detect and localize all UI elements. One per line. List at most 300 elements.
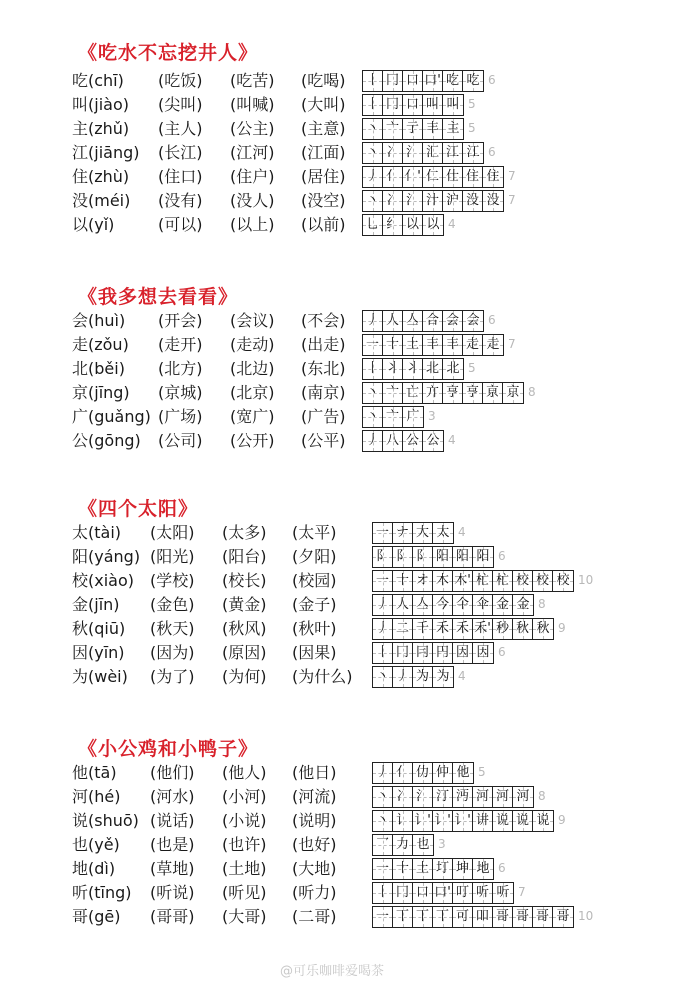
stroke-step: 丬 <box>405 361 419 376</box>
stroke-count: 4 <box>458 525 466 539</box>
stroke-cell <box>363 167 383 187</box>
stroke-cell <box>423 191 443 211</box>
stroke-step: 阝 <box>395 549 409 564</box>
character-pinyin: 因(yīn) <box>72 643 125 662</box>
word: (京城) <box>158 383 203 402</box>
stroke-cell <box>533 811 553 831</box>
stroke-count: 9 <box>558 621 566 635</box>
stroke-cell <box>373 547 393 567</box>
stroke-cell <box>513 907 533 927</box>
stroke-step: 乚 <box>365 217 379 232</box>
stroke-step: 丶 <box>365 409 379 424</box>
stroke-cell <box>433 619 453 639</box>
word: (可以) <box>158 215 203 234</box>
character-pinyin: 江(jiāng) <box>72 143 140 162</box>
word: (说话) <box>150 811 195 830</box>
word: (他人) <box>222 763 267 782</box>
word: (主意) <box>301 119 346 138</box>
stroke-step: オ <box>415 573 429 588</box>
stroke-cell <box>423 311 443 331</box>
stroke-order-grid <box>362 358 464 380</box>
stroke-cell <box>383 383 403 403</box>
stroke-step: 听 <box>475 885 489 900</box>
stroke-step: 阝 <box>375 549 389 564</box>
stroke-cell <box>453 907 473 927</box>
stroke-step: 丶 <box>365 145 379 160</box>
stroke-step: 一 <box>375 525 389 540</box>
word: (金色) <box>150 595 195 614</box>
stroke-cell <box>433 811 453 831</box>
stroke-cell <box>363 143 383 163</box>
character-pinyin: 为(wèi) <box>72 667 128 686</box>
character-pinyin: 他(tā) <box>72 763 117 782</box>
stroke-cell <box>473 571 493 591</box>
stroke-cell <box>513 595 533 615</box>
stroke-step: 讠' <box>434 813 451 828</box>
stroke-cell <box>483 167 503 187</box>
stroke-cell <box>413 523 433 543</box>
stroke-step: 讲 <box>475 813 489 828</box>
stroke-step: 一 <box>375 861 389 876</box>
stroke-cell <box>363 311 383 331</box>
stroke-step: 丨 <box>365 361 379 376</box>
stroke-cell <box>383 407 403 427</box>
character-pinyin: 哥(gē) <box>72 907 121 926</box>
stroke-order-grid <box>372 762 474 784</box>
stroke-count: 5 <box>468 361 476 375</box>
word: (二哥) <box>292 907 337 926</box>
stroke-step: 口 <box>415 885 429 900</box>
stroke-cell <box>403 215 423 235</box>
stroke-cell <box>553 571 573 591</box>
stroke-cell <box>403 335 423 355</box>
stroke-cell <box>483 191 503 211</box>
stroke-step: 丶 <box>365 193 379 208</box>
stroke-cell <box>363 407 383 427</box>
stroke-step: 冂 <box>385 73 399 88</box>
stroke-count: 3 <box>428 409 436 423</box>
word: (没空) <box>301 191 346 210</box>
stroke-cell <box>443 71 463 91</box>
stroke-step: 主 <box>446 121 460 136</box>
stroke-step: 为 <box>436 669 450 684</box>
stroke-step: 大 <box>415 525 429 540</box>
word: (长江) <box>158 143 203 162</box>
stroke-cell <box>463 167 483 187</box>
stroke-step: 合 <box>425 313 439 328</box>
word: (住户) <box>230 167 275 186</box>
stroke-step: 住 <box>486 169 500 184</box>
stroke-cell <box>513 787 533 807</box>
stroke-order-grid <box>362 406 424 428</box>
stroke-step: 八 <box>385 433 399 448</box>
lesson-title: 《四个太阳》 <box>78 498 199 520</box>
character-row <box>72 334 692 356</box>
stroke-order-grid <box>372 858 494 880</box>
stroke-step: 阳 <box>455 549 469 564</box>
stroke-cell <box>423 215 443 235</box>
stroke-step: 叫 <box>425 97 439 112</box>
stroke-step: 氵 <box>405 145 419 160</box>
character-row <box>72 522 692 544</box>
word: (主人) <box>158 119 203 138</box>
stroke-cell <box>393 595 413 615</box>
stroke-cell <box>383 167 403 187</box>
stroke-cell <box>453 547 473 567</box>
character-pinyin: 阳(yáng) <box>72 547 141 566</box>
stroke-count: 8 <box>538 597 546 611</box>
character-pinyin: 听(tīng) <box>72 883 132 902</box>
stroke-order-grid <box>362 214 444 236</box>
word: (居住) <box>301 167 346 186</box>
stroke-cell <box>433 763 453 783</box>
stroke-cell <box>373 883 393 903</box>
word: (原因) <box>222 643 267 662</box>
stroke-cell <box>473 643 493 663</box>
stroke-count: 4 <box>448 433 456 447</box>
stroke-order-grid <box>362 310 484 332</box>
stroke-cell <box>423 119 443 139</box>
stroke-cell <box>423 431 443 451</box>
stroke-step: 口' <box>424 73 441 88</box>
stroke-step: 丶 <box>375 813 389 828</box>
word: (秋天) <box>150 619 195 638</box>
stroke-cell <box>453 619 473 639</box>
stroke-cell <box>473 787 493 807</box>
word: (出走) <box>301 335 346 354</box>
character-pinyin: 广(guǎng) <box>72 407 151 426</box>
stroke-step: 秋 <box>536 621 550 636</box>
stroke-cell <box>373 907 393 927</box>
word: (吃苦) <box>230 71 275 90</box>
stroke-step: 河 <box>516 789 530 804</box>
stroke-cell <box>513 811 533 831</box>
stroke-cell <box>393 883 413 903</box>
stroke-cell <box>363 383 383 403</box>
stroke-step: 口 <box>405 73 419 88</box>
stroke-cell <box>363 95 383 115</box>
character-row <box>72 382 692 404</box>
stroke-order-grid <box>372 522 454 544</box>
stroke-cell <box>493 619 513 639</box>
stroke-cell <box>393 571 413 591</box>
word: (河流) <box>292 787 337 806</box>
stroke-step: 仕 <box>445 169 459 184</box>
stroke-step: 亨 <box>465 385 479 400</box>
stroke-count: 4 <box>448 217 456 231</box>
stroke-cell <box>443 167 463 187</box>
stroke-order-grid <box>372 834 434 856</box>
stroke-step: 听 <box>496 885 510 900</box>
stroke-cell <box>403 431 423 451</box>
stroke-cell <box>413 859 433 879</box>
word: (听见) <box>222 883 267 902</box>
word: (因为) <box>150 643 195 662</box>
character-pinyin: 主(zhǔ) <box>72 119 130 138</box>
stroke-cell <box>383 215 403 235</box>
character-row <box>72 786 692 808</box>
word: (太平) <box>292 523 337 542</box>
word: (也许) <box>222 835 267 854</box>
stroke-step: 丨 <box>375 645 389 660</box>
stroke-step: 亠 <box>385 409 399 424</box>
stroke-cell <box>453 859 473 879</box>
stroke-step: 人 <box>395 597 409 612</box>
character-row <box>72 810 692 832</box>
word: (为了) <box>150 667 195 686</box>
word: (太多) <box>222 523 267 542</box>
stroke-step: 一 <box>365 337 379 352</box>
stroke-step: 地 <box>476 861 490 876</box>
stroke-step: 江 <box>445 145 459 160</box>
character-pinyin: 校(xiào) <box>72 571 134 590</box>
stroke-cell <box>363 191 383 211</box>
stroke-order-grid <box>362 94 464 116</box>
stroke-cell <box>413 907 433 927</box>
character-pinyin: 说(shuō) <box>72 811 139 830</box>
stroke-step: 丬 <box>385 361 399 376</box>
stroke-step: 会 <box>466 313 480 328</box>
stroke-cell <box>473 859 493 879</box>
word: (他们) <box>150 763 195 782</box>
stroke-step: 仂 <box>415 765 429 780</box>
stroke-cell <box>473 595 493 615</box>
stroke-order-grid <box>372 642 494 664</box>
stroke-step: 冫 <box>385 193 399 208</box>
stroke-step: 河 <box>495 789 509 804</box>
stroke-step: 亼 <box>405 313 419 328</box>
character-row <box>72 190 692 212</box>
word: (公平) <box>301 431 346 450</box>
stroke-cell <box>433 571 453 591</box>
stroke-cell <box>493 907 513 927</box>
stroke-step: 丶 <box>375 669 389 684</box>
stroke-step: 一 <box>375 573 389 588</box>
stroke-cell <box>443 191 463 211</box>
stroke-step: 江 <box>466 145 480 160</box>
stroke-step: 杧 <box>495 573 509 588</box>
word: (小河) <box>222 787 267 806</box>
word: (校长) <box>222 571 267 590</box>
stroke-cell <box>423 71 443 91</box>
stroke-cell <box>473 547 493 567</box>
stroke-step: 阳 <box>476 549 490 564</box>
stroke-step: 伞 <box>475 597 489 612</box>
stroke-cell <box>453 595 473 615</box>
stroke-order-grid <box>372 570 574 592</box>
stroke-step: 今 <box>435 597 449 612</box>
stroke-step: 广 <box>406 409 420 424</box>
word: (说明) <box>292 811 337 830</box>
stroke-step: 仐 <box>455 597 469 612</box>
stroke-cell <box>413 763 433 783</box>
character-row <box>72 166 692 188</box>
stroke-step: 以 <box>426 217 440 232</box>
stroke-cell <box>453 763 473 783</box>
stroke-step: 禾 <box>455 621 469 636</box>
word: (江面) <box>301 143 346 162</box>
character-row <box>72 882 692 904</box>
stroke-count: 6 <box>498 861 506 875</box>
stroke-step: 一 <box>375 909 389 924</box>
character-pinyin: 叫(jiào) <box>72 95 129 114</box>
stroke-step: 丨 <box>365 73 379 88</box>
lesson-title: 《吃水不忘挖井人》 <box>78 42 259 64</box>
stroke-cell <box>553 907 573 927</box>
stroke-cell <box>533 907 553 927</box>
stroke-cell <box>473 619 493 639</box>
stroke-cell <box>373 523 393 543</box>
stroke-step: 公 <box>426 433 440 448</box>
stroke-cell <box>433 907 453 927</box>
stroke-step: 亻 <box>385 169 399 184</box>
stroke-cell <box>383 191 403 211</box>
stroke-cell <box>463 143 483 163</box>
stroke-step: ナ <box>395 525 409 540</box>
stroke-cell <box>433 667 453 687</box>
word: (也好) <box>292 835 337 854</box>
stroke-step: 亻 <box>395 765 409 780</box>
stroke-cell <box>383 431 403 451</box>
stroke-step: 因 <box>476 645 490 660</box>
stroke-order-grid <box>372 786 534 808</box>
stroke-cell <box>453 787 473 807</box>
stroke-step: 讠 <box>395 813 409 828</box>
stroke-step: 亍 <box>405 121 419 136</box>
stroke-step: 秋 <box>515 621 529 636</box>
stroke-cell <box>393 811 413 831</box>
stroke-count: 6 <box>498 549 506 563</box>
character-pinyin: 河(hé) <box>72 787 121 806</box>
stroke-step: 木 <box>435 573 449 588</box>
stroke-cell <box>393 907 413 927</box>
stroke-step: 人 <box>385 313 399 328</box>
stroke-step: 丅 <box>435 909 449 924</box>
stroke-cell <box>473 883 493 903</box>
character-pinyin: 金(jīn) <box>72 595 120 614</box>
stroke-cell <box>423 335 443 355</box>
stroke-step: 冂 <box>385 97 399 112</box>
stroke-cell <box>443 143 463 163</box>
lesson-title: 《我多想去看看》 <box>78 286 239 308</box>
stroke-cell <box>373 835 393 855</box>
stroke-cell <box>403 95 423 115</box>
stroke-cell <box>383 143 403 163</box>
stroke-step: 十 <box>395 573 409 588</box>
stroke-cell <box>433 883 453 903</box>
stroke-cell <box>423 359 443 379</box>
stroke-cell <box>443 311 463 331</box>
character-row <box>72 546 692 568</box>
stroke-cell <box>453 643 473 663</box>
stroke-step: 吃 <box>466 73 480 88</box>
character-row <box>72 70 692 92</box>
stroke-step: 沔 <box>455 789 469 804</box>
stroke-cell <box>393 523 413 543</box>
word: (吃喝) <box>301 71 346 90</box>
stroke-step: 禾' <box>474 621 491 636</box>
character-row <box>72 594 692 616</box>
stroke-step: 汁 <box>425 193 439 208</box>
stroke-cell <box>373 859 393 879</box>
character-pinyin: 京(jīng) <box>72 383 130 402</box>
word: (河水) <box>150 787 195 806</box>
word: (小说) <box>222 811 267 830</box>
stroke-step: 哥 <box>515 909 529 924</box>
stroke-step: 住 <box>465 169 479 184</box>
stroke-step: 公 <box>405 433 419 448</box>
stroke-step: 冂 <box>395 885 409 900</box>
character-pinyin: 也(yě) <box>72 835 120 854</box>
stroke-order-grid <box>362 142 484 164</box>
stroke-step: 丰 <box>445 337 459 352</box>
stroke-cell <box>413 619 433 639</box>
word: (北京) <box>230 383 275 402</box>
word: (公司) <box>158 431 203 450</box>
word: (黄金) <box>222 595 267 614</box>
stroke-step: 冫 <box>395 789 409 804</box>
stroke-cell <box>403 359 423 379</box>
word: (听说) <box>150 883 195 902</box>
stroke-order-grid <box>362 430 444 452</box>
stroke-cell <box>423 383 443 403</box>
stroke-order-grid <box>362 118 464 140</box>
stroke-step: 土 <box>415 861 429 876</box>
watermark: @可乐咖啡爱喝茶 <box>280 964 385 979</box>
stroke-cell <box>403 167 423 187</box>
character-row <box>72 906 692 928</box>
stroke-cell <box>373 811 393 831</box>
stroke-step: 力 <box>395 837 409 852</box>
word: (尖叫) <box>158 95 203 114</box>
stroke-count: 6 <box>488 73 496 87</box>
stroke-step: 亼 <box>415 597 429 612</box>
stroke-cell <box>363 119 383 139</box>
word: (会议) <box>230 311 275 330</box>
stroke-step: 吅 <box>475 909 489 924</box>
stroke-cell <box>513 571 533 591</box>
character-pinyin: 吃(chī) <box>72 71 124 90</box>
stroke-cell <box>533 619 553 639</box>
word: (北方) <box>158 359 203 378</box>
stroke-order-grid <box>362 334 504 356</box>
stroke-step: 圢 <box>435 861 449 876</box>
stroke-step: 走 <box>486 337 500 352</box>
stroke-count: 8 <box>538 789 546 803</box>
word: (以上) <box>230 215 275 234</box>
stroke-step: 冫 <box>385 145 399 160</box>
stroke-cell <box>393 763 413 783</box>
stroke-step: 叮 <box>455 885 469 900</box>
stroke-step: 以 <box>405 217 419 232</box>
stroke-cell <box>393 643 413 663</box>
stroke-step: 禾 <box>435 621 449 636</box>
stroke-cell <box>393 787 413 807</box>
word: (开会) <box>158 311 203 330</box>
stroke-step: 丨 <box>375 885 389 900</box>
stroke-step: 阝 <box>415 549 429 564</box>
stroke-cell <box>393 835 413 855</box>
stroke-step: 讠' <box>454 813 471 828</box>
stroke-cell <box>393 859 413 879</box>
stroke-step: 丿 <box>395 669 409 684</box>
stroke-cell <box>373 571 393 591</box>
character-row <box>72 666 692 688</box>
stroke-step: 会 <box>445 313 459 328</box>
stroke-cell <box>363 335 383 355</box>
stroke-step: 乛 <box>375 837 389 852</box>
stroke-step: 丶 <box>365 121 379 136</box>
